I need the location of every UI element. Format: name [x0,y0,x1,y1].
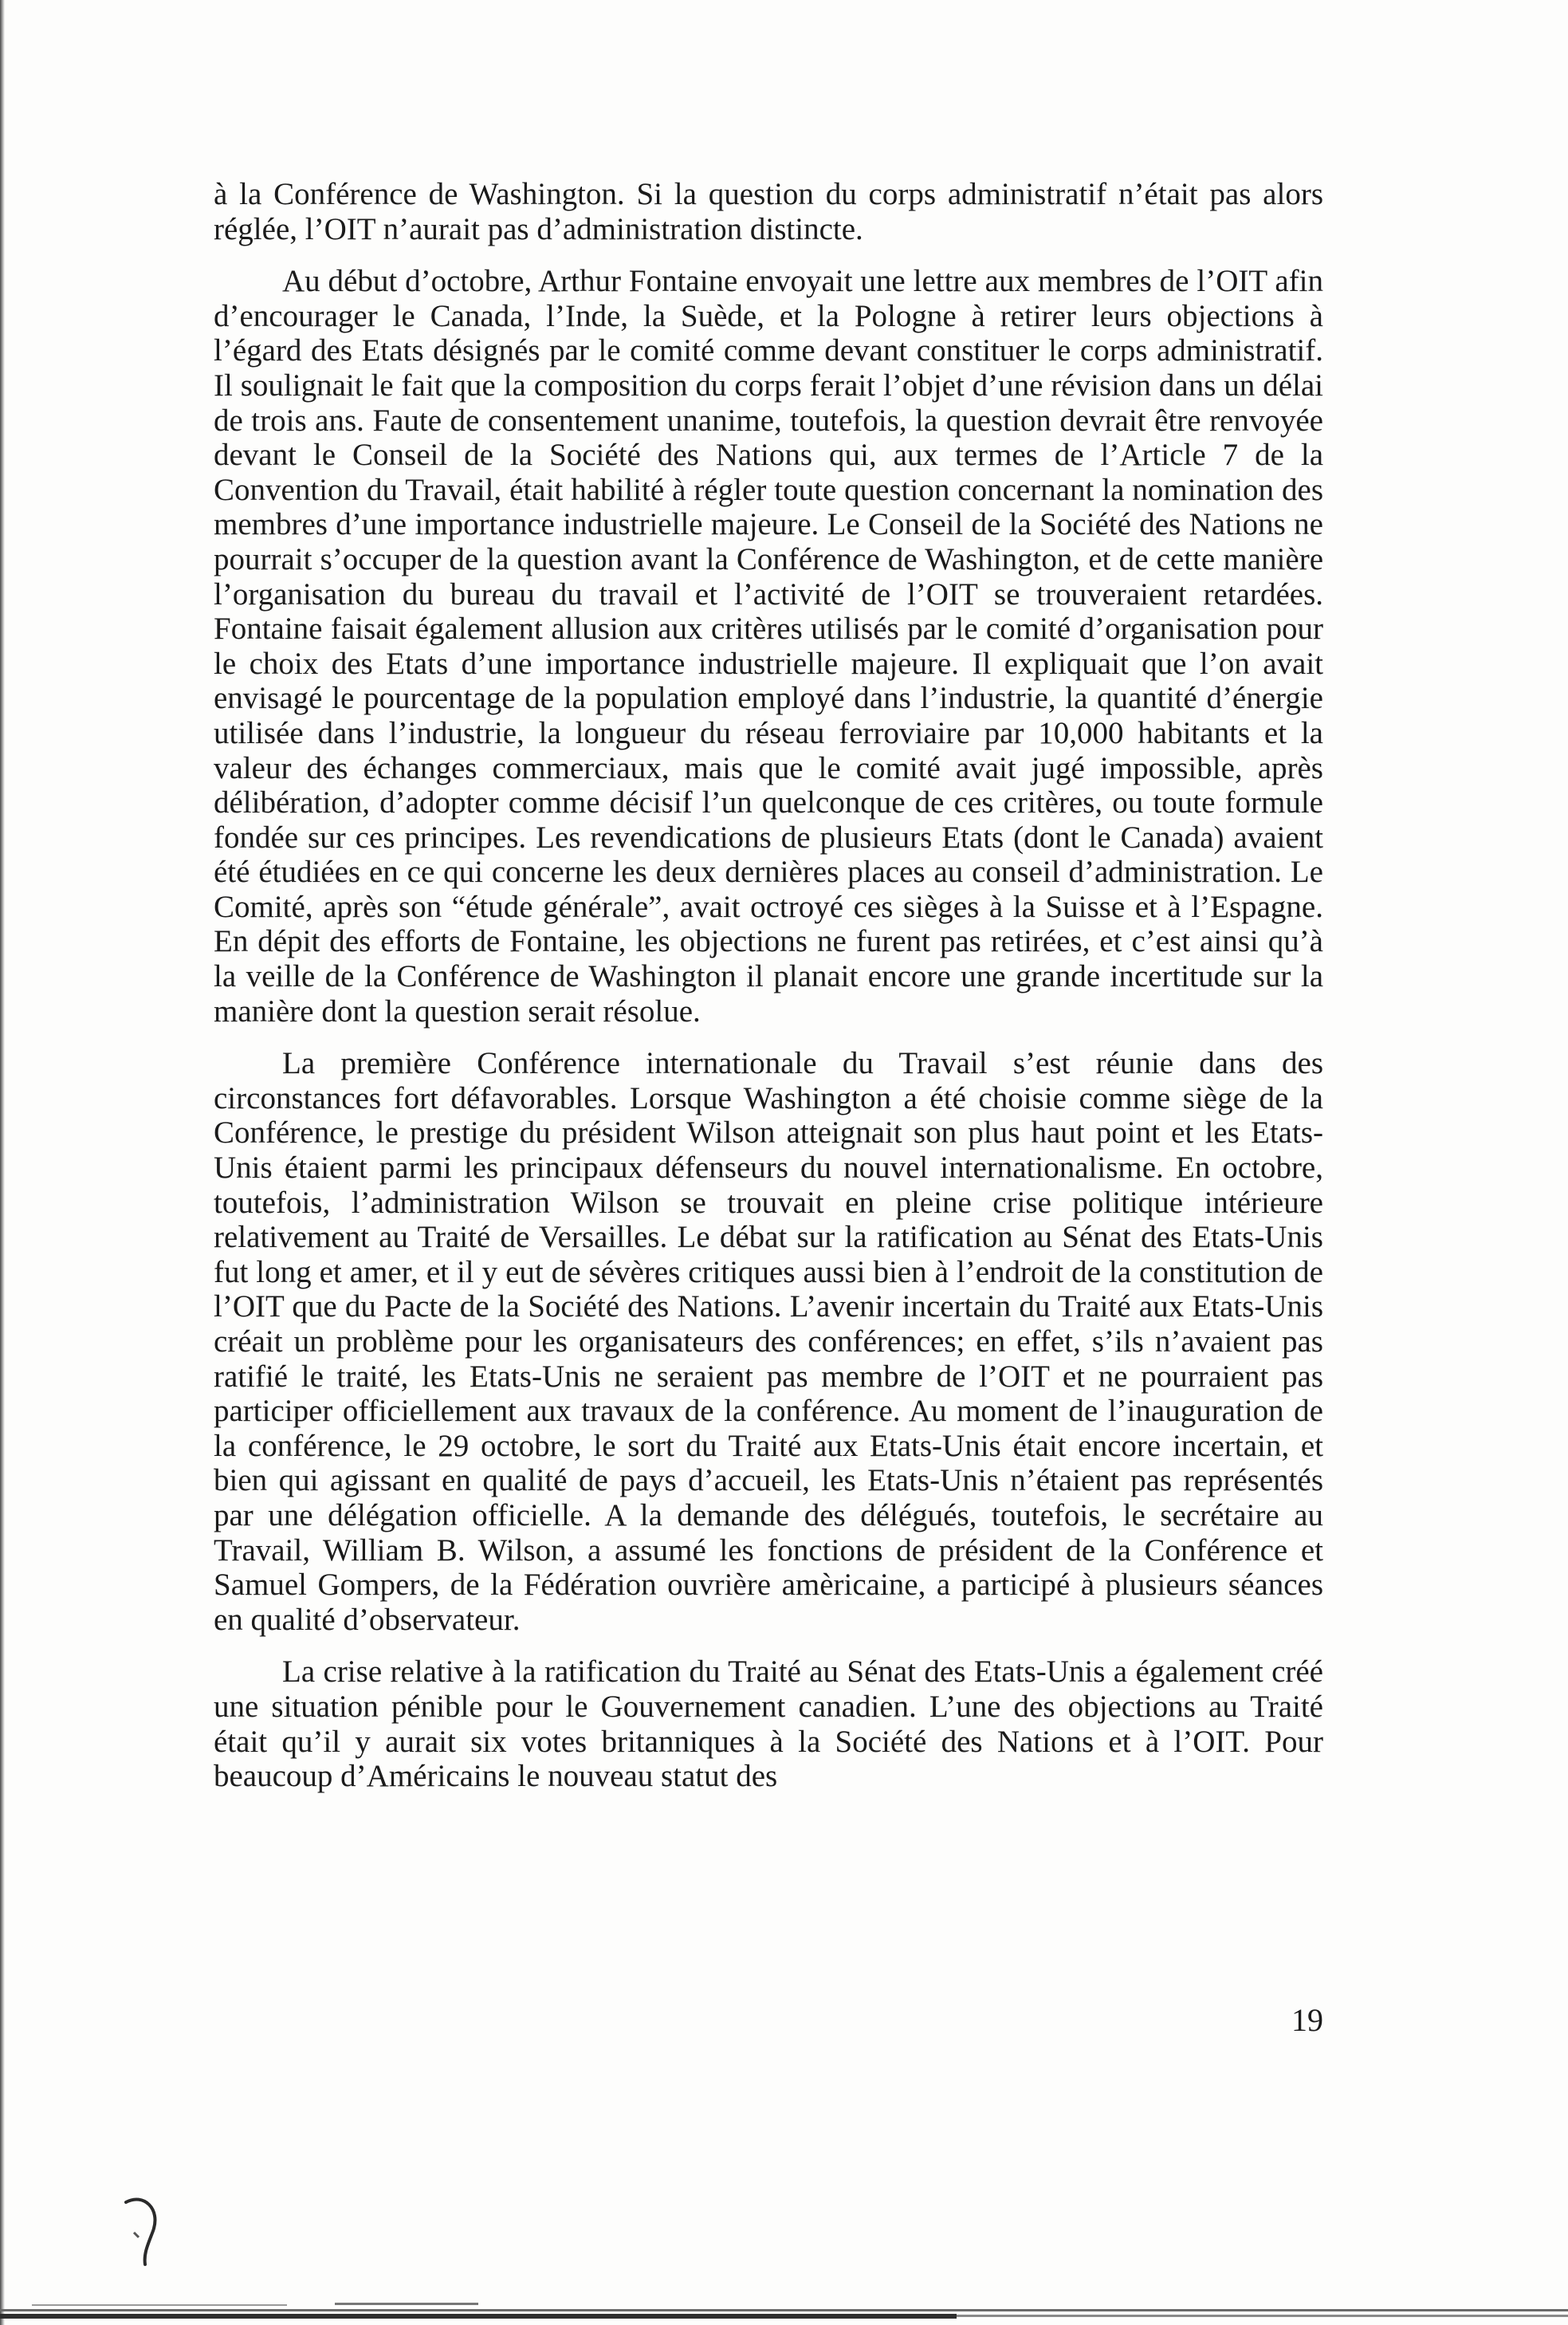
paragraph-3: La première Conférence internationale du Travail s’est réunie dans des circonstances fort défavorables. Lorsque Washington a été choisie comme siège de la Conférence, le prestige du président Wilson atteignait son plus haut point et les Etats-Unis étaient parmi les principaux défenseurs du nouvel internationalisme. En octobre, toutefois, l’administration Wilson se trouvait en pleine crise politique intérieure relativement au Traité de Versailles. Le débat sur la ratification au Sénat des Etats-Unis fut long et amer, et il y eut de sévères critiques aussi bien à l’endroit de la constitution de l’OIT que du Pacte de la Société des Nations. L’avenir incertain du Traité aux Etats-Unis créait un problème pour les organisateurs des conférences; en effet, s’ils n’avaient pas ratifié le traité, les Etats-Unis ne seraient pas membre de l’OIT et ne pourraient pas participer officiellement aux travaux de la conférence. Au moment de l’inauguration de la conférence, le 29 octobre, le sort du Traité aux Etats-Unis était encore incertain, et bien qui agissant en qualité de pays d’accueil, les Etats-Unis n’étaient pas représentés par une délégation officielle. A la demande des délégués, toutefois, le secrétaire au Travail, William B. Wilson, a assumé les fonctions de président de la Conférence et Samuel Gompers, de la Fédération ouvrière amèricaine, a participé à plusieurs séances en qualité d’observateur. [214,1046,1323,1637]
paragraph-2: Au début d’octobre, Arthur Fontaine envoyait une lettre aux membres de l’OIT afin d’encourager le Canada, l’Inde, la Suède, et la Pologne à retirer leurs objections à l’égard des Etats désignés par le comité comme devant constituer le corps administratif. Il soulignait le fait que la composition du corps ferait l’objet d’une révision dans un délai de trois ans. Faute de consentement unanime, toutefois, la question devrait être renvoyée devant le Conseil de la Société des Nations qui, aux termes de l’Article 7 de la Convention du Travail, était habilité à régler toute question concernant la nomination des membres d’une importance industrielle majeure. Le Conseil de la Société des Nations ne pourrait s’occuper de la question avant la Conférence de Washington, et de cette manière l’organisation du bureau du travail et l’activité de l’OIT se trouveraient retardées. Fontaine faisait également allusion aux critères utilisés par le comité d’organisation pour le choix des Etats d’une importance industrielle majeure. Il expliquait que l’on avait envisagé le pourcentage de la population employé dans l’industrie, la quantité d’énergie utilisée dans l’industrie, la longueur du réseau ferroviaire par 10,000 habitants et la valeur des échanges commerciaux, mais que le comité avait jugé impossible, après délibération, d’adopter comme décisif l’un quelconque de ces critères, ou toute formule fondée sur ces principes. Les revendications de plusieurs Etats (dont le Canada) avaient été étudiées en ce qui concerne les deux dernières places au conseil d’administration. Le Comité, après son “étude générale”, avait octroyé ces sièges à la Suisse et à l’Espagne. En dépit des efforts de Fontaine, les objections ne furent pas retirées, et c’est ainsi qu’à la veille de la Conférence de Washington il planait encore une grande incertitude sur la manière dont la question serait résolue. [214,264,1323,1029]
scan-bottom-edge [0,2299,1568,2323]
scan-left-edge [0,0,5,2325]
scan-artifact-mark [112,2185,175,2272]
body-text [214,177,1323,1794]
paragraph-4: La crise relative à la ratification du Traité au Sénat des Etats-Unis a également créé une situation pénible pour le Gouvernement canadien. L’une des objections au Traité était qu’il y aurait six votes britanniques à la Société des Nations et à l’OIT. Pour beaucoup d’Américains le nouveau statut des [214,1654,1323,1794]
page-number: 19 [1291,2002,1323,2038]
paragraph-1: à la Conférence de Washington. Si la question du corps administratif n’était pas alors réglée, l’OIT n’aurait pas d’administration distincte. [214,177,1323,246]
